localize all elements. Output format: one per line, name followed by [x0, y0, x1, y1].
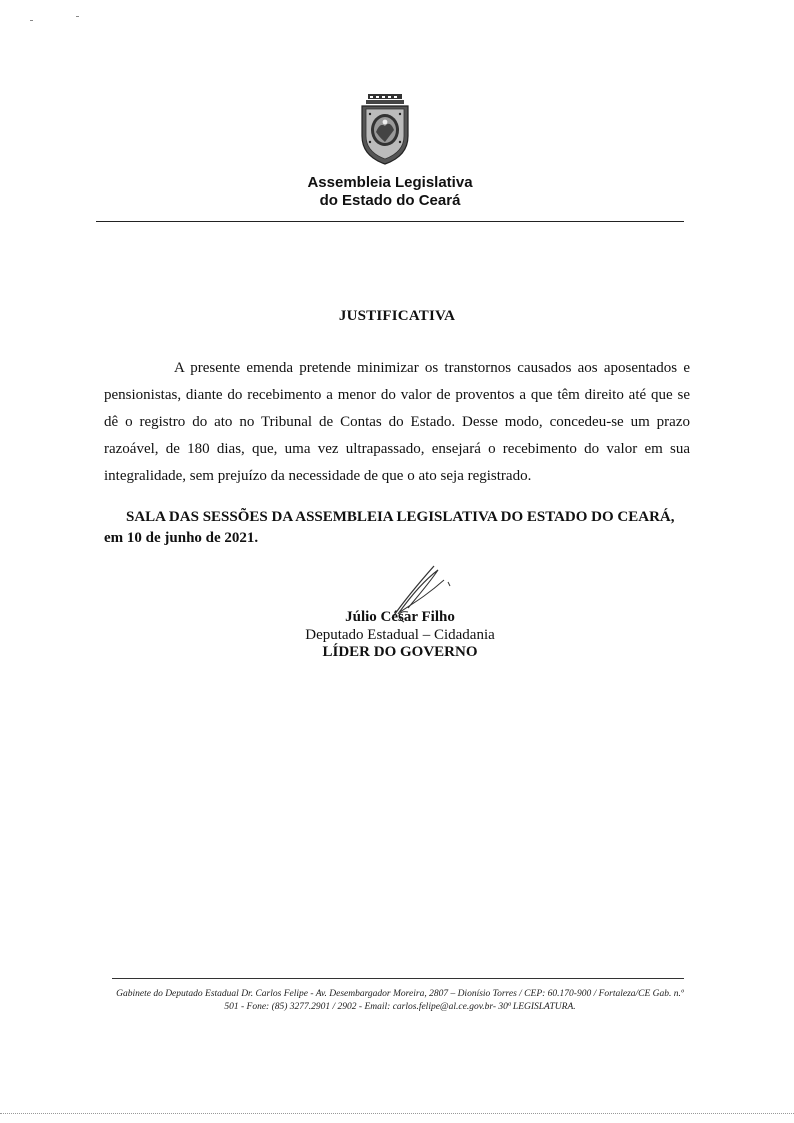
institution-name: [250, 174, 530, 210]
signer-role: Deputado Estadual – Cidadania: [305, 627, 495, 643]
scan-specks: [30, 16, 90, 26]
justification-paragraph: A presente emenda pretende minimizar os transtornos causados aos aposentados e pensionistas, diante do recebimento a menor do valor de proventos a que têm direito até que se dê o registro do ato no Tribunal de Contas do Estado. Desse modo, concedeu-se um prazo razoável, de 180 dias, que, uma vez ultrapassado, ensejará o recebimento do valor em sua integralidade, sem prejuízo da necessidade de que o ato seja registrado.: [104, 360, 690, 484]
signer-name: Júlio César Filho: [345, 609, 455, 625]
footer-line-2: 501 - Fone: (85) 3277.2901 / 2902 - Email: carlos.felipe@al.ce.gov.br- 30ª LEGISLATURA.: [224, 1002, 576, 1012]
institution-line-1: Assembleia Legislativa: [307, 174, 473, 191]
footer-line-1: Gabinete do Deputado Estadual Dr. Carlos Felipe - Av. Desembargador Moreira, 2807 – Dionísio Torres / CEP: 60.170-900 / Fortaleza/CE Gab. n.º: [116, 989, 684, 999]
footer-address: [100, 988, 700, 1014]
footer-divider: [112, 978, 684, 979]
institution-line-2: do Estado do Ceará: [319, 192, 461, 209]
document-title: JUSTIFICATIVA: [338, 308, 456, 324]
header-divider: [96, 221, 684, 222]
signature-block: [260, 560, 540, 670]
ceara-state-seal-icon: [358, 92, 412, 166]
closing-statement: SALA DAS SESSÕES DA ASSEMBLEIA LEGISLATIVA DO ESTADO DO CEARÁ, em 10 de junho de 2021.: [104, 509, 675, 546]
scan-bottom-edge: [0, 1113, 794, 1114]
letterhead: [0, 92, 794, 232]
signer-function: LÍDER DO GOVERNO: [322, 644, 478, 660]
